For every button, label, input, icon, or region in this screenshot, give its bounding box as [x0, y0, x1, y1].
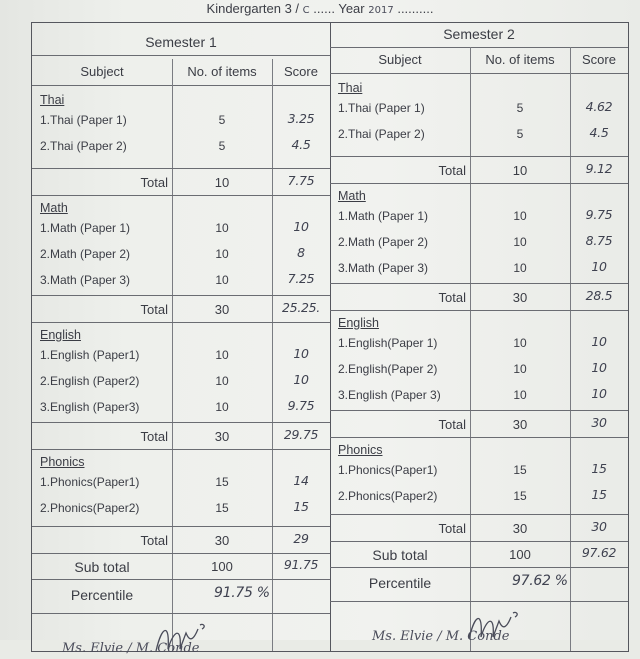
total-divider	[330, 410, 628, 411]
item-count: 5	[516, 127, 524, 141]
column-header-items: No. of items	[485, 52, 555, 67]
total-items: 30	[512, 521, 528, 536]
percentile-value: 91.75 %	[214, 585, 270, 601]
total-items: 30	[214, 302, 230, 317]
subtotal-divider	[32, 579, 330, 580]
total-label: Total	[140, 429, 168, 444]
group-divider	[32, 449, 330, 450]
total-label: Total	[438, 290, 466, 305]
total-items: 10	[512, 163, 528, 178]
item-count: 10	[215, 348, 229, 362]
subject-name: 1.Math (Paper 1)	[338, 209, 429, 223]
subject-name: 2.Thai (Paper 2)	[338, 127, 425, 141]
total-label: Total	[438, 163, 466, 178]
subject-score: 10	[293, 372, 309, 387]
item-count: 10	[513, 261, 527, 275]
item-count: 15	[513, 463, 527, 477]
total-score: 25.25.	[282, 300, 320, 315]
total-items: 30	[512, 417, 528, 432]
semester-title: Semester 1	[32, 25, 330, 56]
subject-name: 1.Thai (Paper 1)	[338, 101, 425, 115]
teacher-signature: Ms. Elvie / M. Conde	[62, 641, 200, 656]
group-divider	[32, 322, 330, 323]
item-count: 10	[513, 388, 527, 402]
group-name: Thai	[338, 81, 363, 95]
total-divider	[32, 168, 330, 169]
total-score: 30	[591, 415, 607, 430]
subject-score: 9.75	[287, 398, 315, 413]
subtotal-score: 91.75	[283, 557, 319, 572]
subject-name: 1.Math (Paper 1)	[40, 221, 131, 235]
column-header-score: Score	[582, 52, 616, 67]
total-score: 9.12	[585, 161, 613, 176]
subject-score: 4.5	[589, 125, 609, 140]
percentile-divider	[330, 601, 628, 602]
total-label: Total	[140, 302, 168, 317]
percentile-label: Percentile	[368, 575, 432, 591]
group-name: Phonics	[338, 443, 383, 457]
item-count: 10	[215, 273, 229, 287]
subject-name: 2.Math (Paper 2)	[338, 235, 429, 249]
header-class: Kindergarten 3 /	[206, 1, 300, 16]
percentile-label: Percentile	[70, 587, 134, 603]
column-header-score: Score	[284, 64, 318, 79]
signature-scribble	[152, 619, 212, 659]
group-divider	[32, 553, 330, 554]
column-header-row	[32, 59, 330, 86]
subject-name: 3.English (Paper 3)	[338, 388, 441, 402]
subject-score: 4.62	[585, 99, 613, 114]
subtotal-items: 100	[211, 559, 233, 574]
subject-score: 10	[293, 219, 309, 234]
total-divider	[330, 156, 628, 157]
column-header-subject: Subject	[80, 64, 124, 79]
subtotal-score: 97.62	[581, 545, 617, 560]
subject-score: 9.75	[585, 207, 613, 222]
subject-score: 8.75	[585, 233, 613, 248]
score-table	[31, 22, 629, 656]
signature-scribble	[465, 607, 525, 647]
subject-score: 10	[591, 334, 607, 349]
column-header-subject: Subject	[378, 52, 422, 67]
subject-score: 10	[293, 346, 309, 361]
subject-score: 8	[297, 245, 305, 260]
group-divider	[330, 541, 628, 542]
subject-name: 1.Thai (Paper 1)	[40, 113, 127, 127]
total-divider	[330, 514, 628, 515]
column-header-row	[330, 47, 628, 74]
item-count: 5	[516, 101, 524, 115]
total-score: 7.75	[287, 173, 315, 188]
total-label: Total	[438, 521, 466, 536]
group-name: Thai	[40, 93, 65, 107]
total-items: 10	[214, 175, 230, 190]
subject-name: 2.English (Paper2)	[40, 374, 140, 388]
group-divider	[330, 437, 628, 438]
total-score: 28.5	[585, 288, 613, 303]
item-count: 10	[215, 247, 229, 261]
total-score: 30	[591, 519, 607, 534]
teacher-signature: Ms. Elvie / M. Conde	[372, 629, 510, 644]
semester-2-column	[330, 23, 628, 651]
group-divider	[330, 310, 628, 311]
subject-score: 10	[591, 386, 607, 401]
group-name: English	[338, 316, 379, 330]
subtotal-label: Sub total	[74, 559, 130, 575]
subject-name: 1.Phonics(Paper1)	[40, 475, 140, 489]
header-year-label: Year	[338, 1, 365, 16]
total-label: Total	[140, 533, 168, 548]
subtotal-divider	[330, 567, 628, 568]
item-count: 15	[513, 489, 527, 503]
group-divider	[330, 183, 628, 184]
total-items: 30	[512, 290, 528, 305]
semester-1-column	[32, 23, 331, 656]
total-divider	[32, 295, 330, 296]
total-score: 29	[293, 531, 309, 546]
item-count: 5	[218, 113, 226, 127]
item-count: 10	[513, 336, 527, 350]
group-name: Math	[40, 201, 68, 215]
item-count: 10	[215, 374, 229, 388]
subject-name: 1.English(Paper 1)	[338, 336, 438, 350]
item-count: 10	[215, 221, 229, 235]
subject-score: 3.25	[287, 111, 315, 126]
subject-score: 4.5	[291, 137, 311, 152]
total-label: Total	[140, 175, 168, 190]
subject-name: 2.Math (Paper 2)	[40, 247, 131, 261]
total-divider	[32, 422, 330, 423]
item-count: 5	[218, 139, 226, 153]
item-count: 15	[215, 501, 229, 515]
column-header-items: No. of items	[187, 64, 257, 79]
total-items: 30	[214, 429, 230, 444]
group-divider	[32, 195, 330, 196]
header-class-section: C	[302, 5, 310, 16]
header-year-value: 2017	[368, 5, 394, 16]
subject-name: 2.Thai (Paper 2)	[40, 139, 127, 153]
subject-score: 15	[293, 499, 309, 514]
group-name: Phonics	[40, 455, 85, 469]
subject-score: 15	[591, 487, 607, 502]
percentile-divider	[32, 613, 330, 614]
subject-name: 2.English(Paper 2)	[338, 362, 438, 376]
subject-name: 1.English (Paper1)	[40, 348, 140, 362]
item-count: 10	[513, 235, 527, 249]
subject-name: 3.Math (Paper 3)	[40, 273, 131, 287]
report-header: Kindergarten 3 / C ...... Year 2017 ..........	[206, 1, 434, 16]
item-count: 10	[513, 362, 527, 376]
subject-score: 10	[591, 259, 607, 274]
item-count: 10	[215, 400, 229, 414]
subtotal-label: Sub total	[372, 547, 428, 563]
group-name: English	[40, 328, 81, 342]
percentile-value: 97.62 %	[512, 573, 568, 589]
total-label: Total	[438, 417, 466, 432]
subject-name: 1.Phonics(Paper1)	[338, 463, 438, 477]
subtotal-items: 100	[509, 547, 531, 562]
subject-name: 2.Phonics(Paper2)	[338, 489, 438, 503]
total-divider	[330, 283, 628, 284]
subject-score: 14	[293, 473, 309, 488]
subject-name: 3.Math (Paper 3)	[338, 261, 429, 275]
subject-score: 10	[591, 360, 607, 375]
subject-score: 15	[591, 461, 607, 476]
total-divider	[32, 526, 330, 527]
item-count: 10	[513, 209, 527, 223]
group-name: Math	[338, 189, 366, 203]
total-score: 29.75	[283, 427, 319, 442]
subject-name: 3.English (Paper3)	[40, 400, 140, 414]
item-count: 15	[215, 475, 229, 489]
subject-name: 2.Phonics(Paper2)	[40, 501, 140, 515]
semester-title: Semester 2	[330, 17, 628, 48]
total-items: 30	[214, 533, 230, 548]
subject-score: 7.25	[287, 271, 315, 286]
